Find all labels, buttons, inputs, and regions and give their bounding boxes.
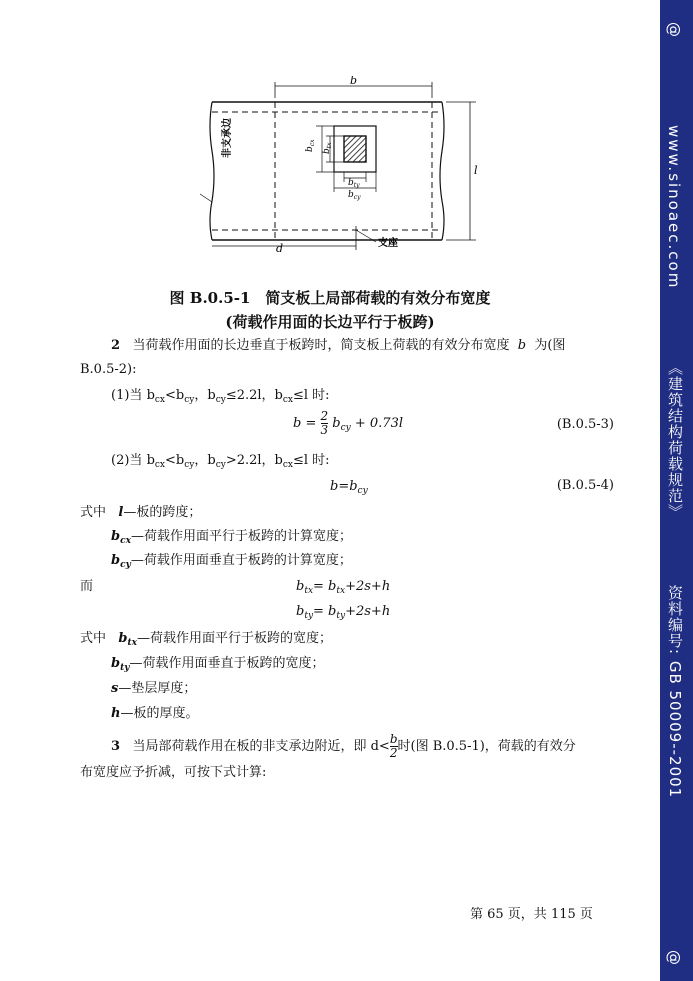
sidebar-at-top: @ — [665, 22, 683, 38]
dim-bcx-label: $b_{cx}$ — [305, 139, 316, 152]
plate-right-break — [440, 102, 444, 240]
sidebar-book-title: 《建筑结构荷载规范》 — [666, 360, 684, 520]
sidebar-website[interactable]: www.sinoaec.com — [665, 125, 683, 290]
dim-bty-label: $b_{ty}$ — [348, 178, 360, 189]
para-2-line1: 2 当荷载作用面的长边垂直于板跨时，简支板上荷载的有效分布宽度 b 为(图 — [111, 338, 566, 353]
fraction-b-2: $\frac{b}{2}$ — [389, 732, 398, 760]
equation-b053: $b = \frac{2}{3}$ $b_{cy} + 0.73l$ — [293, 409, 403, 437]
eq-number-b053: (B.0.5-3) — [556, 417, 614, 432]
equation-bty: $b_{ty}= b_{ty}+2s+h$ — [296, 604, 391, 621]
where-bty: $b_{ty}—$荷载作用面垂直于板跨的宽度； — [111, 656, 325, 673]
where-l: 式中 l—板的跨度； — [80, 505, 202, 520]
case-2-condition: (2)当 $b_{cx}<b_{cy}$，$b_{cy}>2.2l$，$b_{cx}\le l$ 时: — [111, 453, 330, 470]
label-free-edge: 非支承边 — [222, 118, 233, 158]
where-bcy: $b_{cy}—$荷载作用面垂直于板跨的计算宽度； — [111, 553, 352, 570]
and-word: 而 — [80, 579, 94, 594]
sidebar-at-bottom: @ — [665, 950, 683, 966]
para-2-line2: B.0.5-2): — [80, 362, 137, 377]
dim-d-label: d — [276, 242, 284, 255]
sidebar-banner — [660, 0, 693, 981]
fraction-2-3: $\frac{2}{3}$ — [320, 409, 329, 437]
sidebar-doc-code: 资料编号: GB 50009--2001 — [666, 585, 684, 799]
case-1-condition: (1)当 $b_{cx}<b_{cy}$，$b_{cy}\le 2.2l$，$b_{cx}\le l$ 时: — [111, 388, 330, 405]
where-bcx: $b_{cx}—$荷载作用面平行于板跨的计算宽度； — [111, 529, 352, 546]
dim-l-label: l — [474, 164, 478, 177]
eq-number-b054: (B.0.5-4) — [556, 478, 614, 493]
where-btx: 式中 $b_{tx}—$荷载作用面平行于板跨的宽度； — [80, 631, 333, 648]
equation-btx: $b_{tx}= b_{tx}+2s+h$ — [296, 579, 391, 596]
figure-subcaption: (荷载作用面的长边平行于板跨) — [225, 313, 435, 331]
page-footer: 第 65 页，共 115 页 — [470, 907, 593, 922]
dim-b-label: b — [350, 76, 358, 87]
where-h: h—板的厚度。 — [111, 706, 199, 721]
load-area-hatched — [344, 136, 366, 162]
where-s: s—垫层厚度； — [111, 681, 197, 696]
para-3-line2: 布宽度应予折减，可按下式计算: — [80, 765, 267, 780]
plate-diagram — [178, 76, 498, 256]
para-3-line1: 3 当局部荷载作用在板的非支承边附近，即 $d<\frac{b}{2}$ 时(图 B.0.5-1)，荷载的有效分 — [111, 732, 576, 760]
equation-b054: $b=b_{cy}$ — [330, 479, 368, 496]
dim-btx-label: $b_{tx}$ — [322, 142, 333, 154]
dim-bcy-label: $b_{cy}$ — [348, 190, 361, 201]
free-edge-line — [210, 102, 214, 240]
label-support: 支座 — [378, 238, 398, 249]
figure-b051 — [178, 76, 498, 256]
figure-caption: 图 B.0.5-1 简支板上局部荷载的有效分布宽度 — [169, 289, 491, 307]
